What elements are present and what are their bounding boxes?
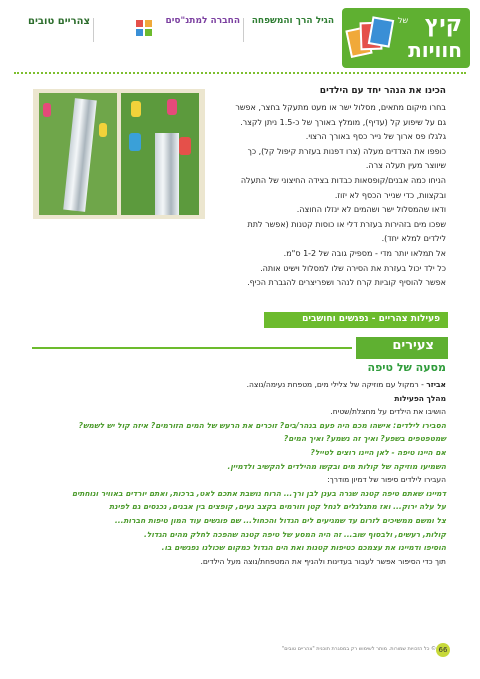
age-group-badge: צעירים	[356, 337, 448, 359]
intro-line: אל תמלאו יותר מדי - מספיק גובה של 1-2 ס"מ.	[283, 248, 446, 258]
process-label: מהלך הפעילות	[394, 393, 446, 403]
intro-line: אפשר להוסיף קוביות קרח לנהר ושפריצרים להגברת הכיף.	[247, 278, 446, 288]
foil-river-photo-left	[39, 93, 117, 215]
intro-line: לילדים למלא יחד).	[381, 234, 446, 244]
sponsor-community-centers: החברה למתנ"סים	[165, 16, 240, 26]
header-rule	[14, 72, 466, 74]
activity-body	[34, 378, 446, 568]
logo-title: קיץ	[424, 12, 462, 37]
header-divider	[93, 18, 94, 42]
page-footer	[0, 640, 480, 660]
story-line: דמיינו שאתם טיפה קטנה שגרה בענן לבן ורך... הרוח נושבת אתכם לאט, ברכות, ואתם יורדים באוויר ונוחתים	[71, 488, 446, 498]
instruction-line: הושיבו את הילדים על מחצלת/שטיח.	[330, 407, 446, 417]
activity-photo	[33, 89, 205, 219]
story-line: קולות, רעשים, ולבסוף שוב... זה היה המסע של טיפה קטנה שהפכה לחלק מהים הגדול.	[143, 529, 446, 539]
copyright-text: © כל הזכויות שמורות. מותר לשימוש רק במסגרת תוכנית "צהריים טובים"	[281, 646, 436, 652]
intro-line: גלגלו פס ארוך של נייר כסף באורך הרצוי.	[305, 132, 446, 142]
sponsor-good-afternoon: צהריים טובים	[28, 16, 90, 27]
summer-logo	[342, 8, 470, 68]
story-line: אם היינו טיפה - לאן היינו רוצים לטייל?	[310, 447, 446, 457]
instruction-line: העבירו לילדים סיפור של דמיון מודרך:	[327, 475, 446, 485]
intro-line: בחרו מיקום מתאים, מסלול ישר או מעט מתעקל בחצר, אפשר	[235, 103, 446, 112]
logo-small-word: של	[398, 16, 409, 25]
activity-title: מסעה של טיפה	[367, 361, 446, 374]
story-line: הסבירו לילדים: אישהו מכם היה פעם בנהר/בים? זוכרים את הרעש של המים הזורמים? איזה קול יש לשמש?	[78, 420, 446, 430]
intro-line: שפכו מים בזהירות בעזרת דלי או כוסות קטנות (אפשר לתת	[247, 219, 446, 229]
intro-line: כופפו את הצדדים מעלה (צרו דפנות בעזרת קיפול קל), כך	[247, 146, 446, 156]
intro-line: ובקצוות, כדי שנייר הכסף לא יזוז.	[334, 190, 446, 200]
photo-cards-icon	[346, 14, 394, 64]
intro-instructions	[216, 101, 446, 291]
intro-title: הכינו את הנהר יחד עם הילדים	[319, 86, 446, 96]
sponsor-early-childhood: הגיל הרך והמשפחה	[251, 16, 334, 26]
story-line: צל ומשם ממשיכים לזרום עד שמגיעים לים הגדול והכחול... שם פוגשים עוד המון טיפות חברות...	[114, 515, 446, 525]
intro-line: כל ילד יכול בעזרת את הסירה שלו למסלול וישיט אותה.	[260, 263, 446, 273]
page-number: 66	[436, 643, 450, 657]
header-divider	[243, 18, 244, 42]
equipment-text: - רמקול עם מוזיקה של צלילי מים, מטפחת נעימה/נוצה.	[246, 380, 427, 389]
instruction-line: תוך כדי הסיפור אפשר לעבור בעדינות ולהניף את המטפחת/נוצה מעל הילדים.	[200, 556, 446, 566]
story-line: הוסיפו ודמיינו את עצמכם כטיפות קטנות ואת הים הגדול כמקום שכולנו נפגשים בו.	[161, 543, 446, 553]
activity-steps	[34, 405, 446, 568]
intro-line: ודאו שהמסלול ישר ושהמים לא ינזלו החוצה.	[296, 205, 446, 215]
age-rule	[32, 347, 352, 349]
intro-line: גם על שיפוע קל (עדיף), מומלץ באורך של כ-1.5 ניתן לקצר.	[240, 117, 446, 127]
story-line: שמטפטפים בשפע? ואיך זה נשמע? ואיך המים?	[283, 434, 446, 444]
story-line: על עלה ירוק... ואז מתגלגלים לנחל קטן וזורמים בקצב נעים, קופצים בין אבנים, נכנסים גם לפינת	[109, 502, 446, 512]
colored-squares-icon	[136, 20, 154, 38]
intro-line: שיווצר מעין תעלה צרה.	[365, 161, 446, 171]
logo-subtitle: חוויות	[408, 38, 462, 62]
page-header	[0, 0, 480, 72]
equipment-line	[34, 378, 446, 392]
intro-line: הניחו כמה אבנים/קופסאות כבדות בצידה החיצוני של התעלה	[240, 175, 446, 185]
equipment-label: אביזר	[426, 380, 446, 389]
age-group-row	[32, 337, 448, 359]
foil-river-photo-right	[121, 93, 199, 215]
story-line: השמיעו מוזיקה של קולות מים ובקשו מהילדים להקשיב ולדמיין.	[227, 461, 446, 471]
section-bar: פעילות צהריים - נפגשים וחושבים	[264, 312, 448, 328]
